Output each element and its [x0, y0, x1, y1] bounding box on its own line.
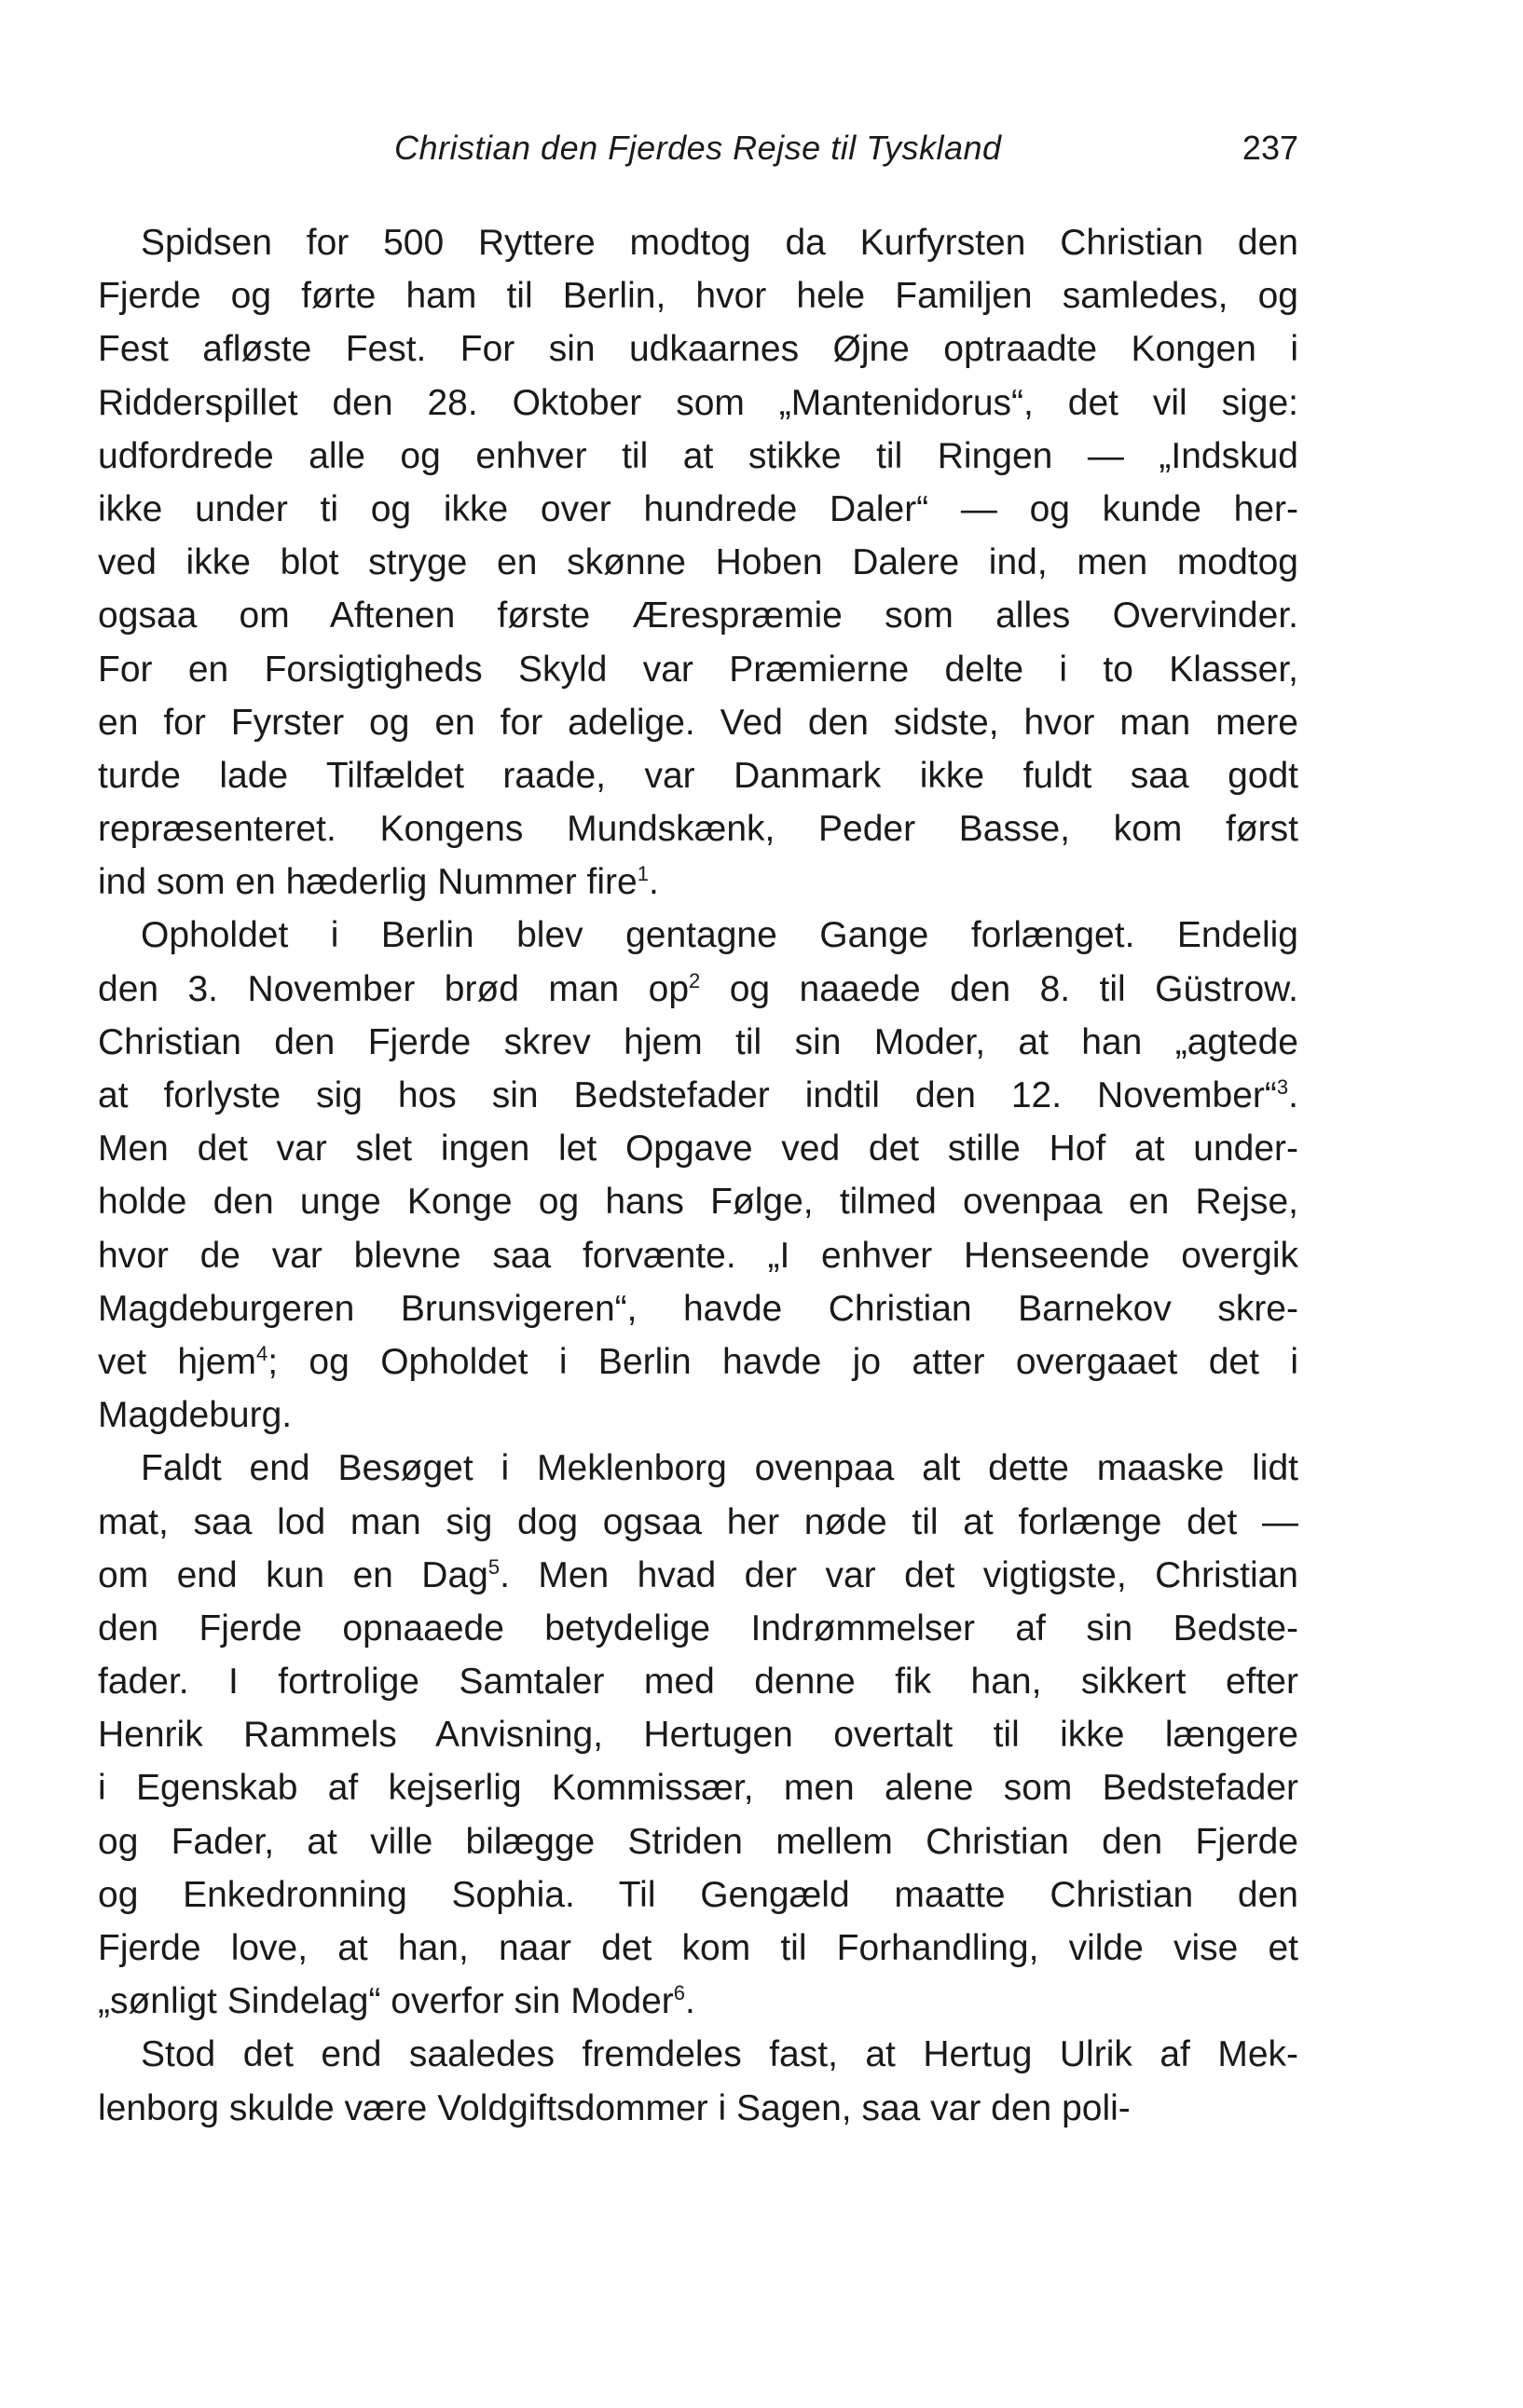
paragraph: [98, 1442, 1298, 2028]
text-segment: Henrik Rammels Anvisning, Hertugen overtalt til ikke længere: [98, 1715, 1298, 1756]
running-title: Christian den Fjerdes Rejse til Tyskland: [394, 129, 1002, 167]
text-segment: .: [685, 1981, 695, 2022]
text-line: [98, 1122, 1298, 1175]
text-line: [98, 430, 1298, 483]
text-segment: og naaede den 8. til Güstrow.: [700, 968, 1298, 1009]
text-segment: Faldt end Besøget i Meklenborg ovenpaa alt dette maaske lidt: [141, 1448, 1298, 1489]
text-segment: vet hjem: [98, 1341, 256, 1382]
text-line: [98, 802, 1298, 855]
text-segment: turde lade Tilfældet raade, var Danmark ikke fuldt saa godt: [98, 755, 1298, 796]
footnote-reference: 6: [673, 1981, 686, 2005]
text-segment: den 3. November brød man op: [98, 968, 690, 1009]
text-line: [98, 1069, 1298, 1122]
text-segment: Stod det end saaledes fremdeles fast, at Hertug Ulrik af Mek-: [141, 2034, 1298, 2075]
text-line: [98, 1016, 1298, 1069]
text-line: [98, 643, 1298, 696]
text-segment: den Fjerde opnaaede betydelige Indrømmelser af sin Bedste-: [98, 1608, 1298, 1649]
text-line: [98, 376, 1298, 430]
text-segment: Magdeburgeren Brunsvigeren“, havde Christian Barnekov skre-: [98, 1288, 1298, 1329]
text-segment: en for Fyrster og en for adelige. Ved den sidste, hvor man mere: [98, 702, 1298, 743]
text-segment: i Egenskab af kejserlig Kommissær, men alene som Bedstefader: [98, 1768, 1298, 1809]
text-segment: om end kun en Dag: [98, 1554, 488, 1595]
footnote-reference: 1: [637, 862, 649, 886]
text-segment: .: [1288, 1075, 1298, 1115]
text-segment: Fest afløste Fest. For sin udkaarnes Øjne optraadte Kongen i: [98, 329, 1298, 370]
text-line: [98, 2028, 1298, 2081]
text-line: [98, 1602, 1298, 1655]
page-number: 237: [1242, 129, 1298, 167]
text-line: [98, 1496, 1298, 1549]
text-segment: holde den unge Konge og hans Følge, tilmed ovenpaa en Rejse,: [98, 1182, 1298, 1223]
text-line: [98, 483, 1298, 536]
text-line: [98, 2082, 1298, 2135]
footnote-reference: 3: [1276, 1075, 1289, 1099]
text-line: [98, 1655, 1298, 1708]
paragraph: [98, 909, 1298, 1442]
text-segment: Men det var slet ingen let Opgave ved det stille Hof at under-: [98, 1129, 1298, 1170]
text-segment: ved ikke blot stryge en skønne Hoben Dalere ind, men modtog: [98, 542, 1298, 583]
text-line: [98, 216, 1298, 269]
text-segment: mat, saa lod man sig dog ogsaa her nøde til at forlænge det —: [98, 1501, 1298, 1542]
text-line: [98, 1282, 1298, 1335]
footnote-reference: 4: [255, 1341, 268, 1365]
text-segment: . Men hvad der var det vigtigste, Christian: [500, 1554, 1298, 1595]
text-segment: .: [648, 862, 659, 903]
text-line: [98, 536, 1298, 589]
text-segment: ikke under ti og ikke over hundrede Daler“ — og kunde her-: [98, 488, 1298, 529]
text-segment: udfordrede alle og enhver til at stikke til Ringen — „Indskud: [98, 435, 1298, 476]
footnote-reference: 5: [487, 1554, 501, 1579]
text-line: [98, 1815, 1298, 1868]
text-segment: Ridderspillet den 28. Oktober som „Mantenidorus“, det vil sige:: [98, 382, 1298, 423]
text-line: [98, 269, 1298, 322]
text-line: [98, 963, 1298, 1016]
text-line: [98, 1549, 1298, 1602]
text-segment: Opholdet i Berlin blev gentagne Gange forlænget. Endelig: [141, 915, 1298, 956]
text-line: [98, 1175, 1298, 1228]
paragraph: [98, 216, 1298, 909]
body-text: [98, 216, 1298, 2135]
text-segment: hvor de var blevne saa forvænte. „I enhver Henseende overgik: [98, 1235, 1298, 1276]
text-line: [98, 1229, 1298, 1282]
text-segment: fader. I fortrolige Samtaler med denne fik han, sikkert efter: [98, 1662, 1298, 1703]
text-segment: lenborg skulde være Voldgiftsdommer i Sagen, saa var den poli-: [98, 2087, 1131, 2128]
paragraph: [98, 2028, 1298, 2134]
running-head: [98, 129, 1298, 185]
text-segment: Fjerde og førte ham til Berlin, hvor hele Familjen samledes, og: [98, 276, 1298, 317]
text-segment: ogsaa om Aftenen første Ærespræmie som alles Overvinder.: [98, 595, 1298, 636]
text-segment: „sønligt Sindelag“ overfor sin Moder: [98, 1981, 674, 2022]
text-line: [98, 1389, 1298, 1442]
text-segment: ; og Opholdet i Berlin havde jo atter overgaaet det i: [268, 1341, 1298, 1382]
text-segment: at forlyste sig hos sin Bedstefader indtil den 12. November“: [98, 1075, 1277, 1115]
text-segment: For en Forsigtigheds Skyld var Præmierne delte i to Klasser,: [98, 649, 1298, 690]
text-line: [98, 1922, 1298, 1975]
text-line: [98, 1442, 1298, 1495]
text-segment: ind som en hæderlig Nummer fire: [98, 862, 638, 903]
text-line: [98, 1761, 1298, 1814]
text-line: [98, 1868, 1298, 1922]
text-line: [98, 909, 1298, 962]
text-segment: Magdeburg.: [98, 1395, 293, 1436]
footnote-reference: 2: [689, 968, 701, 992]
text-segment: Fjerde love, at han, naar det kom til Forhandling, vilde vise et: [98, 1928, 1298, 1968]
text-segment: repræsenteret. Kongens Mundskænk, Peder Basse, kom først: [98, 809, 1298, 850]
text-line: [98, 1975, 1298, 2028]
text-line: [98, 1708, 1298, 1761]
text-segment: og Fader, at ville bilægge Striden mellem Christian den Fjerde: [98, 1821, 1298, 1862]
text-segment: Spidsen for 500 Ryttere modtog da Kurfyrsten Christian den: [141, 223, 1298, 263]
text-segment: Christian den Fjerde skrev hjem til sin Moder, at han „agtede: [98, 1021, 1298, 1062]
text-line: [98, 1335, 1298, 1389]
text-line: [98, 696, 1298, 749]
text-line: [98, 322, 1298, 376]
text-segment: og Enkedronning Sophia. Til Gengæld maatte Christian den: [98, 1874, 1298, 1915]
text-line: [98, 589, 1298, 642]
text-line: [98, 855, 1298, 909]
text-line: [98, 749, 1298, 802]
